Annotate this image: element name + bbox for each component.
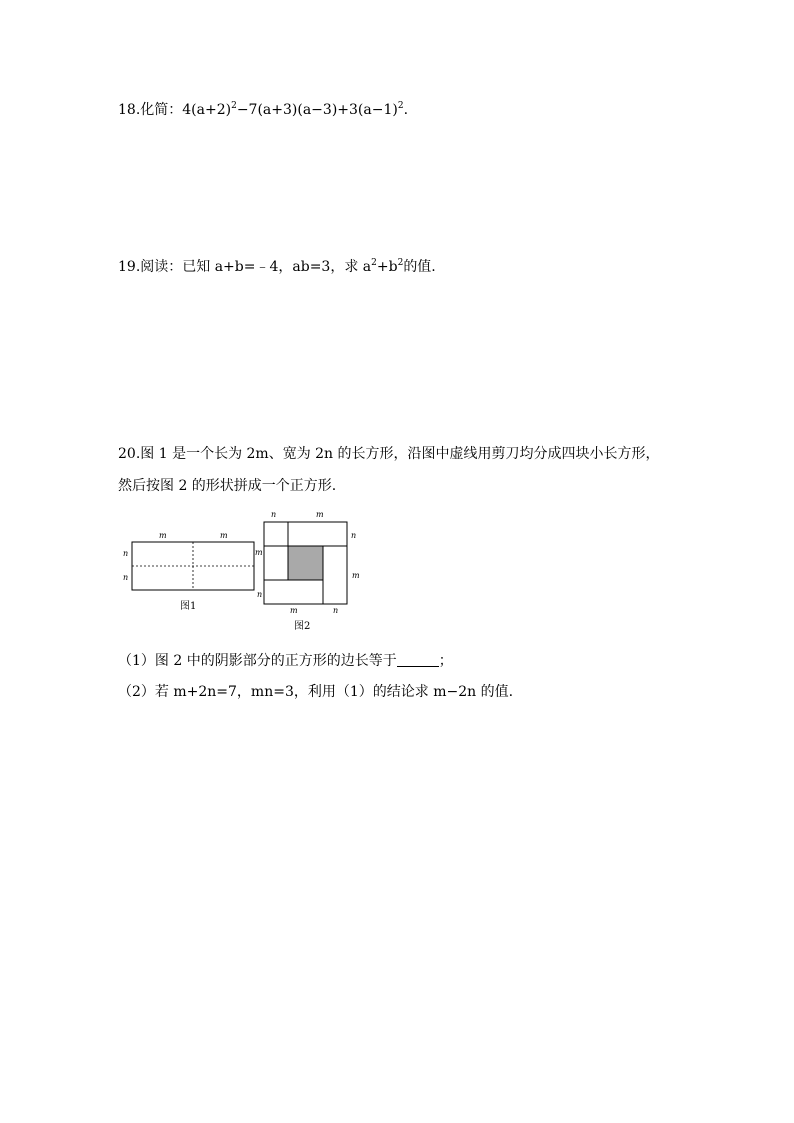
figure-2-left-rectangle bbox=[264, 522, 288, 580]
figure-2-label-m-top: m bbox=[316, 510, 324, 519]
q18-text-middle: −7(a+3)(a−3)+3(a−1) bbox=[236, 102, 398, 118]
figure-2-label-m-left: m bbox=[255, 548, 263, 557]
figure-2-label-m-bottom: m bbox=[290, 606, 298, 615]
figure-1-label-n-top: n bbox=[123, 549, 129, 558]
q18-exponent-1: 2 bbox=[231, 101, 237, 111]
q19-exponent-2: 2 bbox=[397, 258, 404, 268]
q18-exponent-2: 2 bbox=[397, 101, 404, 111]
figure-2-label-m-right: m bbox=[352, 571, 360, 580]
figure-2 bbox=[255, 510, 360, 632]
figure-2-label-n-right-top: n bbox=[351, 531, 357, 540]
question-18 bbox=[118, 100, 408, 120]
figure-2-label-n-top-left: n bbox=[271, 510, 277, 519]
figure-2-top-rectangle bbox=[264, 522, 347, 546]
q18-text-prefix: 18.化简：4(a+2) bbox=[118, 102, 232, 118]
q19-text-middle: +b bbox=[376, 259, 398, 275]
q18-text-suffix: . bbox=[403, 102, 409, 118]
figure-2-label-n-bottom-right: n bbox=[333, 606, 339, 615]
figure-1-label-m-right: m bbox=[220, 531, 228, 540]
figure-2-caption: 图2 bbox=[294, 621, 311, 632]
figure-2-right-rectangle bbox=[323, 546, 347, 604]
figure-2-shaded-square bbox=[288, 546, 323, 580]
figure-1-caption: 图1 bbox=[180, 601, 197, 612]
q19-text-suffix: 的值. bbox=[403, 259, 436, 275]
figure-1 bbox=[123, 531, 254, 612]
q20-part-1-suffix: ； bbox=[438, 653, 453, 669]
question-20-part-1 bbox=[118, 651, 453, 671]
figure-1-label-m-left: m bbox=[159, 531, 167, 540]
figure-1-label-n-bottom: n bbox=[123, 573, 129, 582]
q19-text-prefix: 19.阅读：已知 a+b=﹣4，ab=3，求 a bbox=[118, 259, 372, 275]
question-20-part-2: （2）若 m+2n=7，mn=3，利用（1）的结论求 m−2n 的值. bbox=[118, 684, 514, 700]
question-20-line-1: 20.图 1 是一个长为 2m、宽为 2n 的长方形，沿图中虚线用剪刀均分成四块小长方形， bbox=[118, 446, 660, 462]
question-19 bbox=[118, 257, 436, 277]
answer-blank[interactable] bbox=[397, 652, 439, 667]
question-20-line-2: 然后按图 2 的形状拼成一个正方形. bbox=[118, 478, 337, 494]
q19-exponent-1: 2 bbox=[371, 258, 377, 268]
question-20-figures bbox=[118, 505, 368, 635]
figure-2-bottom-rectangle bbox=[264, 580, 323, 604]
figure-2-label-n-left-bottom: n bbox=[257, 590, 263, 599]
q20-part-1-text: （1）图 2 中的阴影部分的正方形的边长等于 bbox=[118, 653, 397, 669]
